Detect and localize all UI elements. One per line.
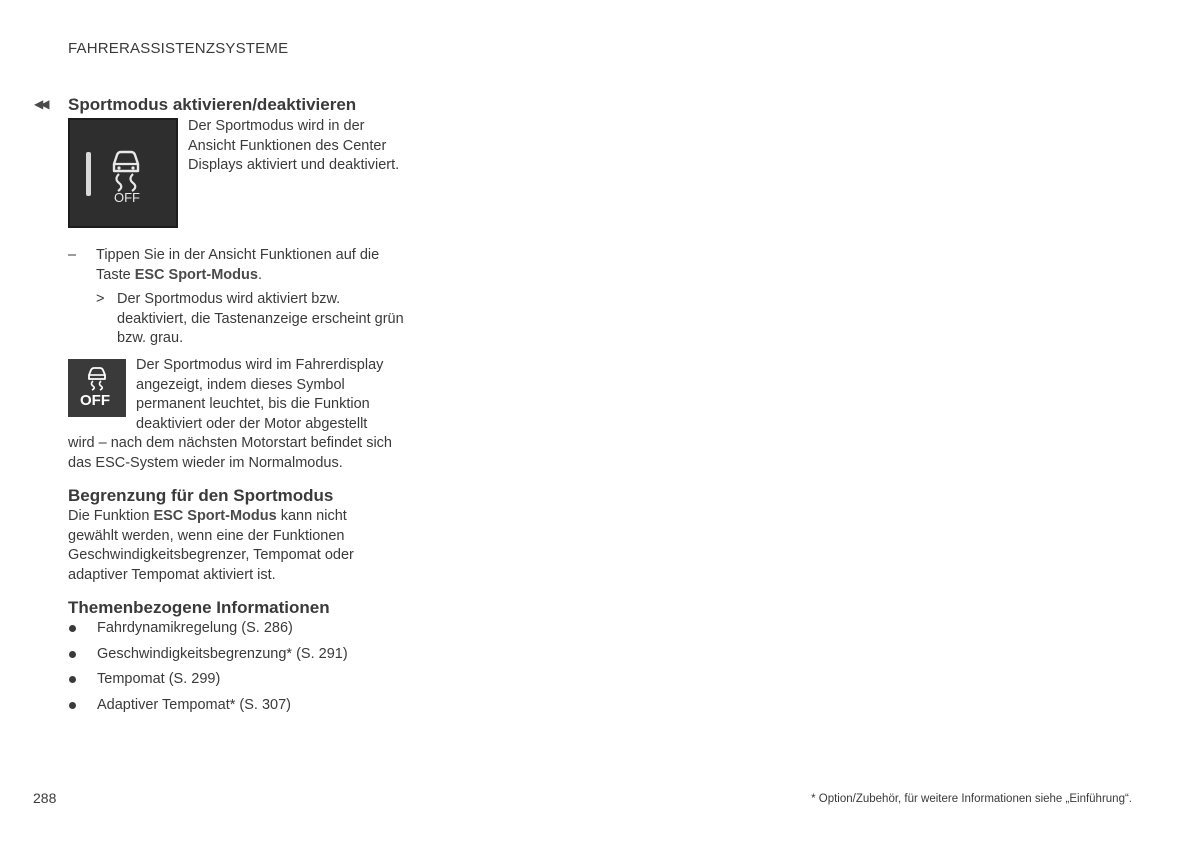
instruction-step	[68, 246, 408, 285]
heading-related: Themenbezogene Informationen	[68, 598, 330, 617]
limitation-paragraph	[68, 507, 388, 585]
double-chevron-left-icon[interactable]: ◀◀	[34, 97, 47, 111]
bullet-icon	[69, 702, 76, 709]
step-text: Tippen Sie in der Ansicht Funktionen auf die Taste	[96, 247, 380, 283]
result-marker: >	[96, 291, 105, 307]
bullet-icon	[69, 651, 76, 658]
related-link[interactable]: Tempomat (S. 299)	[97, 671, 221, 687]
esc-sport-modus-label: ESC Sport-Modus	[134, 266, 258, 283]
result-text: Der Sportmodus wird aktiviert bzw. deaktiviert, die Tastenanzeige erscheint grün bzw. grau.	[117, 291, 404, 346]
button-off-label: OFF	[114, 190, 140, 205]
intro-paragraph: Der Sportmodus wird in der Ansicht Funktionen des Center Displays aktiviert und deaktiviert.	[188, 118, 400, 173]
symbol-off-label: OFF	[80, 392, 110, 409]
esc-sport-modus-label: ESC Sport-Modus	[153, 508, 277, 524]
heading-sportmodus: Sportmodus aktivieren/deaktivieren	[68, 95, 357, 114]
related-link-item[interactable]	[68, 670, 348, 696]
display-paragraph: Der Sportmodus wird im Fahrerdisplay angezeigt, indem dieses Symbol permanent leuchtet, bis die Funktion deaktiviert oder der Motor abgestellt	[136, 357, 384, 432]
esc-off-button-icon	[68, 118, 178, 228]
related-link-item[interactable]	[68, 696, 348, 722]
car-skid-small-icon	[85, 365, 109, 391]
esc-off-symbol-icon	[68, 359, 126, 417]
section-title: FAHRERASSISTENZSYSTEME	[68, 40, 289, 57]
instruction-result	[96, 290, 406, 349]
related-link[interactable]: Fahrdynamikregelung (S. 286)	[97, 620, 293, 636]
limitation-text: Die Funktion	[68, 508, 154, 524]
car-skid-icon	[106, 144, 146, 192]
related-link-item[interactable]	[68, 619, 348, 645]
footnote: * Option/Zubehör, für weitere Informationen siehe „Einführung“.	[811, 793, 1132, 805]
page-number: 288	[33, 790, 57, 806]
step-text-end: .	[257, 266, 262, 283]
limitation-text-end: kann nicht gewählt werden, wenn eine der Funktionen Geschwindigkeitsbegrenzer, Tempomat oder adaptiver Tempomat aktiviert ist.	[68, 508, 354, 583]
step-marker: –	[68, 247, 77, 263]
bullet-icon	[69, 676, 76, 683]
related-link-item[interactable]	[68, 645, 348, 671]
indicator-bar	[86, 152, 91, 196]
related-link[interactable]: Geschwindigkeitsbegrenzung* (S. 291)	[97, 645, 348, 662]
bullet-icon	[69, 625, 76, 632]
heading-begrenzung: Begrenzung für den Sportmodus	[68, 486, 334, 505]
display-paragraph-continued: wird – nach dem nächsten Motorstart befindet sich das ESC-System wieder im Normalmodus.	[68, 435, 392, 471]
related-link[interactable]: Adaptiver Tempomat* (S. 307)	[97, 696, 291, 713]
related-links-list	[68, 619, 348, 721]
